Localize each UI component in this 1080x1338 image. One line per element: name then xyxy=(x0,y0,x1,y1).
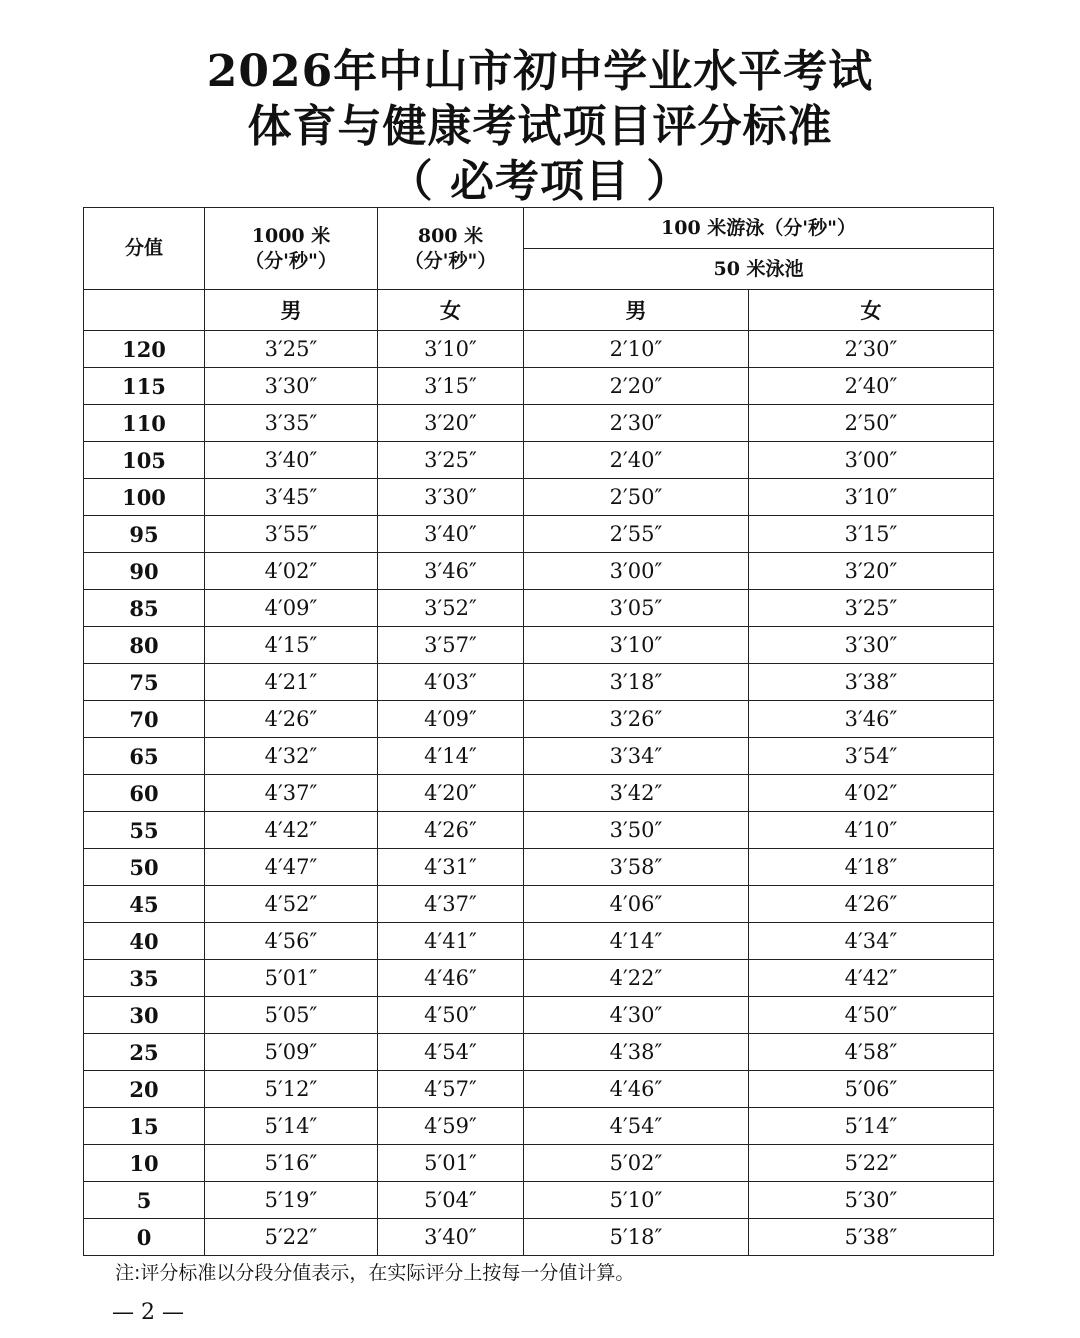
score-cell: 120 xyxy=(84,331,205,368)
male-swim-cell: 4′30″ xyxy=(524,997,749,1034)
male-swim-cell: 3′34″ xyxy=(524,738,749,775)
header-1000m-label: 1000 米 xyxy=(251,224,331,247)
female-swim-cell: 4′10″ xyxy=(749,812,994,849)
table-row xyxy=(84,368,994,405)
male-swim-cell: 5′02″ xyxy=(524,1145,749,1182)
female-800m-cell: 4′41″ xyxy=(378,923,524,960)
title-line-3: （ 必考项目 ） xyxy=(388,156,692,207)
male-1000m-cell: 4′52″ xyxy=(205,886,378,923)
score-cell: 65 xyxy=(84,738,205,775)
male-swim-cell: 5′18″ xyxy=(524,1219,749,1256)
male-1000m-cell: 4′09″ xyxy=(205,590,378,627)
score-cell: 90 xyxy=(84,553,205,590)
header-800m-unit: （分'秒"） xyxy=(404,249,497,272)
table-row xyxy=(84,997,994,1034)
female-800m-cell: 5′01″ xyxy=(378,1145,524,1182)
male-1000m-cell: 3′30″ xyxy=(205,368,378,405)
score-cell: 60 xyxy=(84,775,205,812)
score-cell: 115 xyxy=(84,368,205,405)
header-male-1000m: 男 xyxy=(205,290,378,331)
female-800m-cell: 4′14″ xyxy=(378,738,524,775)
male-swim-cell: 2′30″ xyxy=(524,405,749,442)
female-swim-cell: 5′14″ xyxy=(749,1108,994,1145)
male-swim-cell: 2′10″ xyxy=(524,331,749,368)
female-swim-cell: 5′30″ xyxy=(749,1182,994,1219)
header-800m-label: 800 米 xyxy=(417,224,484,247)
scoring-table xyxy=(83,207,994,1256)
male-swim-cell: 4′06″ xyxy=(524,886,749,923)
header-100m-swim: 100 米游泳（分'秒"） xyxy=(524,208,994,249)
female-800m-cell: 3′57″ xyxy=(378,627,524,664)
header-50m-pool: 50 米泳池 xyxy=(524,249,994,290)
table-row xyxy=(84,516,994,553)
male-1000m-cell: 4′32″ xyxy=(205,738,378,775)
table-row xyxy=(84,1108,994,1145)
male-1000m-cell: 3′35″ xyxy=(205,405,378,442)
table-row xyxy=(84,664,994,701)
header-female-swim: 女 xyxy=(749,290,994,331)
table-row xyxy=(84,923,994,960)
header-1000m-unit: （分'秒"） xyxy=(245,249,337,272)
table-row xyxy=(84,812,994,849)
table-row xyxy=(84,331,994,368)
female-swim-cell: 2′30″ xyxy=(749,331,994,368)
header-score-blank xyxy=(84,290,205,331)
table-body xyxy=(84,331,994,1256)
table-row xyxy=(84,960,994,997)
male-1000m-cell: 4′37″ xyxy=(205,775,378,812)
score-cell: 95 xyxy=(84,516,205,553)
header-800m xyxy=(378,208,524,290)
male-swim-cell: 2′40″ xyxy=(524,442,749,479)
score-cell: 110 xyxy=(84,405,205,442)
female-swim-cell: 3′15″ xyxy=(749,516,994,553)
male-swim-cell: 3′18″ xyxy=(524,664,749,701)
score-cell: 105 xyxy=(84,442,205,479)
score-cell: 30 xyxy=(84,997,205,1034)
male-swim-cell: 2′55″ xyxy=(524,516,749,553)
female-swim-cell: 3′20″ xyxy=(749,553,994,590)
female-800m-cell: 3′30″ xyxy=(378,479,524,516)
score-cell: 55 xyxy=(84,812,205,849)
score-cell: 50 xyxy=(84,849,205,886)
male-1000m-cell: 5′19″ xyxy=(205,1182,378,1219)
score-cell: 25 xyxy=(84,1034,205,1071)
female-800m-cell: 3′40″ xyxy=(378,1219,524,1256)
table-row xyxy=(84,849,994,886)
female-800m-cell: 4′50″ xyxy=(378,997,524,1034)
male-swim-cell: 4′46″ xyxy=(524,1071,749,1108)
female-swim-cell: 3′25″ xyxy=(749,590,994,627)
female-swim-cell: 5′38″ xyxy=(749,1219,994,1256)
female-800m-cell: 4′37″ xyxy=(378,886,524,923)
male-1000m-cell: 4′15″ xyxy=(205,627,378,664)
female-swim-cell: 3′54″ xyxy=(749,738,994,775)
male-swim-cell: 3′00″ xyxy=(524,553,749,590)
female-swim-cell: 4′26″ xyxy=(749,886,994,923)
female-swim-cell: 5′06″ xyxy=(749,1071,994,1108)
male-1000m-cell: 3′55″ xyxy=(205,516,378,553)
header-1000m xyxy=(205,208,378,290)
score-cell: 100 xyxy=(84,479,205,516)
score-cell: 70 xyxy=(84,701,205,738)
table-row xyxy=(84,627,994,664)
score-cell: 80 xyxy=(84,627,205,664)
title-line-2: 体育与健康考试项目评分标准 xyxy=(247,101,833,152)
female-swim-cell: 4′34″ xyxy=(749,923,994,960)
page-number: — 2 — xyxy=(112,1300,184,1325)
female-800m-cell: 3′25″ xyxy=(378,442,524,479)
male-1000m-cell: 4′26″ xyxy=(205,701,378,738)
table-row xyxy=(84,701,994,738)
male-1000m-cell: 3′40″ xyxy=(205,442,378,479)
female-800m-cell: 3′52″ xyxy=(378,590,524,627)
table-row xyxy=(84,442,994,479)
male-1000m-cell: 5′22″ xyxy=(205,1219,378,1256)
table-row xyxy=(84,553,994,590)
header-score: 分值 xyxy=(84,208,205,290)
score-cell: 85 xyxy=(84,590,205,627)
table-row xyxy=(84,775,994,812)
female-800m-cell: 3′20″ xyxy=(378,405,524,442)
male-1000m-cell: 5′01″ xyxy=(205,960,378,997)
female-800m-cell: 4′09″ xyxy=(378,701,524,738)
male-1000m-cell: 4′42″ xyxy=(205,812,378,849)
male-swim-cell: 4′22″ xyxy=(524,960,749,997)
female-swim-cell: 3′10″ xyxy=(749,479,994,516)
table-row xyxy=(84,405,994,442)
female-swim-cell: 3′46″ xyxy=(749,701,994,738)
male-1000m-cell: 4′56″ xyxy=(205,923,378,960)
male-1000m-cell: 5′05″ xyxy=(205,997,378,1034)
male-1000m-cell: 5′16″ xyxy=(205,1145,378,1182)
title-line-1: 2026年中山市初中学业水平考试 xyxy=(206,46,874,97)
male-swim-cell: 3′58″ xyxy=(524,849,749,886)
female-swim-cell: 4′58″ xyxy=(749,1034,994,1071)
score-cell: 10 xyxy=(84,1145,205,1182)
male-swim-cell: 3′05″ xyxy=(524,590,749,627)
female-swim-cell: 3′00″ xyxy=(749,442,994,479)
table-row xyxy=(84,1071,994,1108)
male-1000m-cell: 3′25″ xyxy=(205,331,378,368)
score-cell: 45 xyxy=(84,886,205,923)
female-800m-cell: 4′26″ xyxy=(378,812,524,849)
female-swim-cell: 2′50″ xyxy=(749,405,994,442)
female-800m-cell: 3′10″ xyxy=(378,331,524,368)
female-800m-cell: 4′57″ xyxy=(378,1071,524,1108)
male-swim-cell: 4′38″ xyxy=(524,1034,749,1071)
female-800m-cell: 4′59″ xyxy=(378,1108,524,1145)
score-cell: 5 xyxy=(84,1182,205,1219)
female-swim-cell: 2′40″ xyxy=(749,368,994,405)
female-swim-cell: 4′02″ xyxy=(749,775,994,812)
male-swim-cell: 3′26″ xyxy=(524,701,749,738)
score-cell: 20 xyxy=(84,1071,205,1108)
female-swim-cell: 3′38″ xyxy=(749,664,994,701)
table-row xyxy=(84,886,994,923)
male-1000m-cell: 4′47″ xyxy=(205,849,378,886)
female-swim-cell: 4′50″ xyxy=(749,997,994,1034)
female-800m-cell: 4′31″ xyxy=(378,849,524,886)
score-cell: 0 xyxy=(84,1219,205,1256)
female-swim-cell: 3′30″ xyxy=(749,627,994,664)
female-800m-cell: 3′46″ xyxy=(378,553,524,590)
score-cell: 15 xyxy=(84,1108,205,1145)
male-swim-cell: 2′20″ xyxy=(524,368,749,405)
female-800m-cell: 4′03″ xyxy=(378,664,524,701)
table-row xyxy=(84,1145,994,1182)
female-800m-cell: 4′54″ xyxy=(378,1034,524,1071)
footnote: 注:评分标准以分段分值表示，在实际评分上按每一分值计算。 xyxy=(115,1262,635,1284)
male-1000m-cell: 5′12″ xyxy=(205,1071,378,1108)
male-1000m-cell: 5′14″ xyxy=(205,1108,378,1145)
table-row xyxy=(84,1219,994,1256)
male-1000m-cell: 4′21″ xyxy=(205,664,378,701)
male-swim-cell: 4′54″ xyxy=(524,1108,749,1145)
table-row xyxy=(84,479,994,516)
female-800m-cell: 5′04″ xyxy=(378,1182,524,1219)
table-row xyxy=(84,738,994,775)
male-1000m-cell: 4′02″ xyxy=(205,553,378,590)
male-swim-cell: 3′50″ xyxy=(524,812,749,849)
table-row xyxy=(84,1182,994,1219)
male-swim-cell: 2′50″ xyxy=(524,479,749,516)
male-swim-cell: 3′42″ xyxy=(524,775,749,812)
score-cell: 40 xyxy=(84,923,205,960)
male-1000m-cell: 3′45″ xyxy=(205,479,378,516)
document-title xyxy=(0,44,1080,209)
table-row xyxy=(84,1034,994,1071)
score-cell: 35 xyxy=(84,960,205,997)
male-swim-cell: 5′10″ xyxy=(524,1182,749,1219)
female-swim-cell: 5′22″ xyxy=(749,1145,994,1182)
header-male-swim: 男 xyxy=(524,290,749,331)
male-swim-cell: 4′14″ xyxy=(524,923,749,960)
table-row xyxy=(84,590,994,627)
female-800m-cell: 4′46″ xyxy=(378,960,524,997)
female-800m-cell: 4′20″ xyxy=(378,775,524,812)
header-female-800m: 女 xyxy=(378,290,524,331)
male-1000m-cell: 5′09″ xyxy=(205,1034,378,1071)
female-swim-cell: 4′42″ xyxy=(749,960,994,997)
score-cell: 75 xyxy=(84,664,205,701)
female-swim-cell: 4′18″ xyxy=(749,849,994,886)
female-800m-cell: 3′40″ xyxy=(378,516,524,553)
female-800m-cell: 3′15″ xyxy=(378,368,524,405)
male-swim-cell: 3′10″ xyxy=(524,627,749,664)
